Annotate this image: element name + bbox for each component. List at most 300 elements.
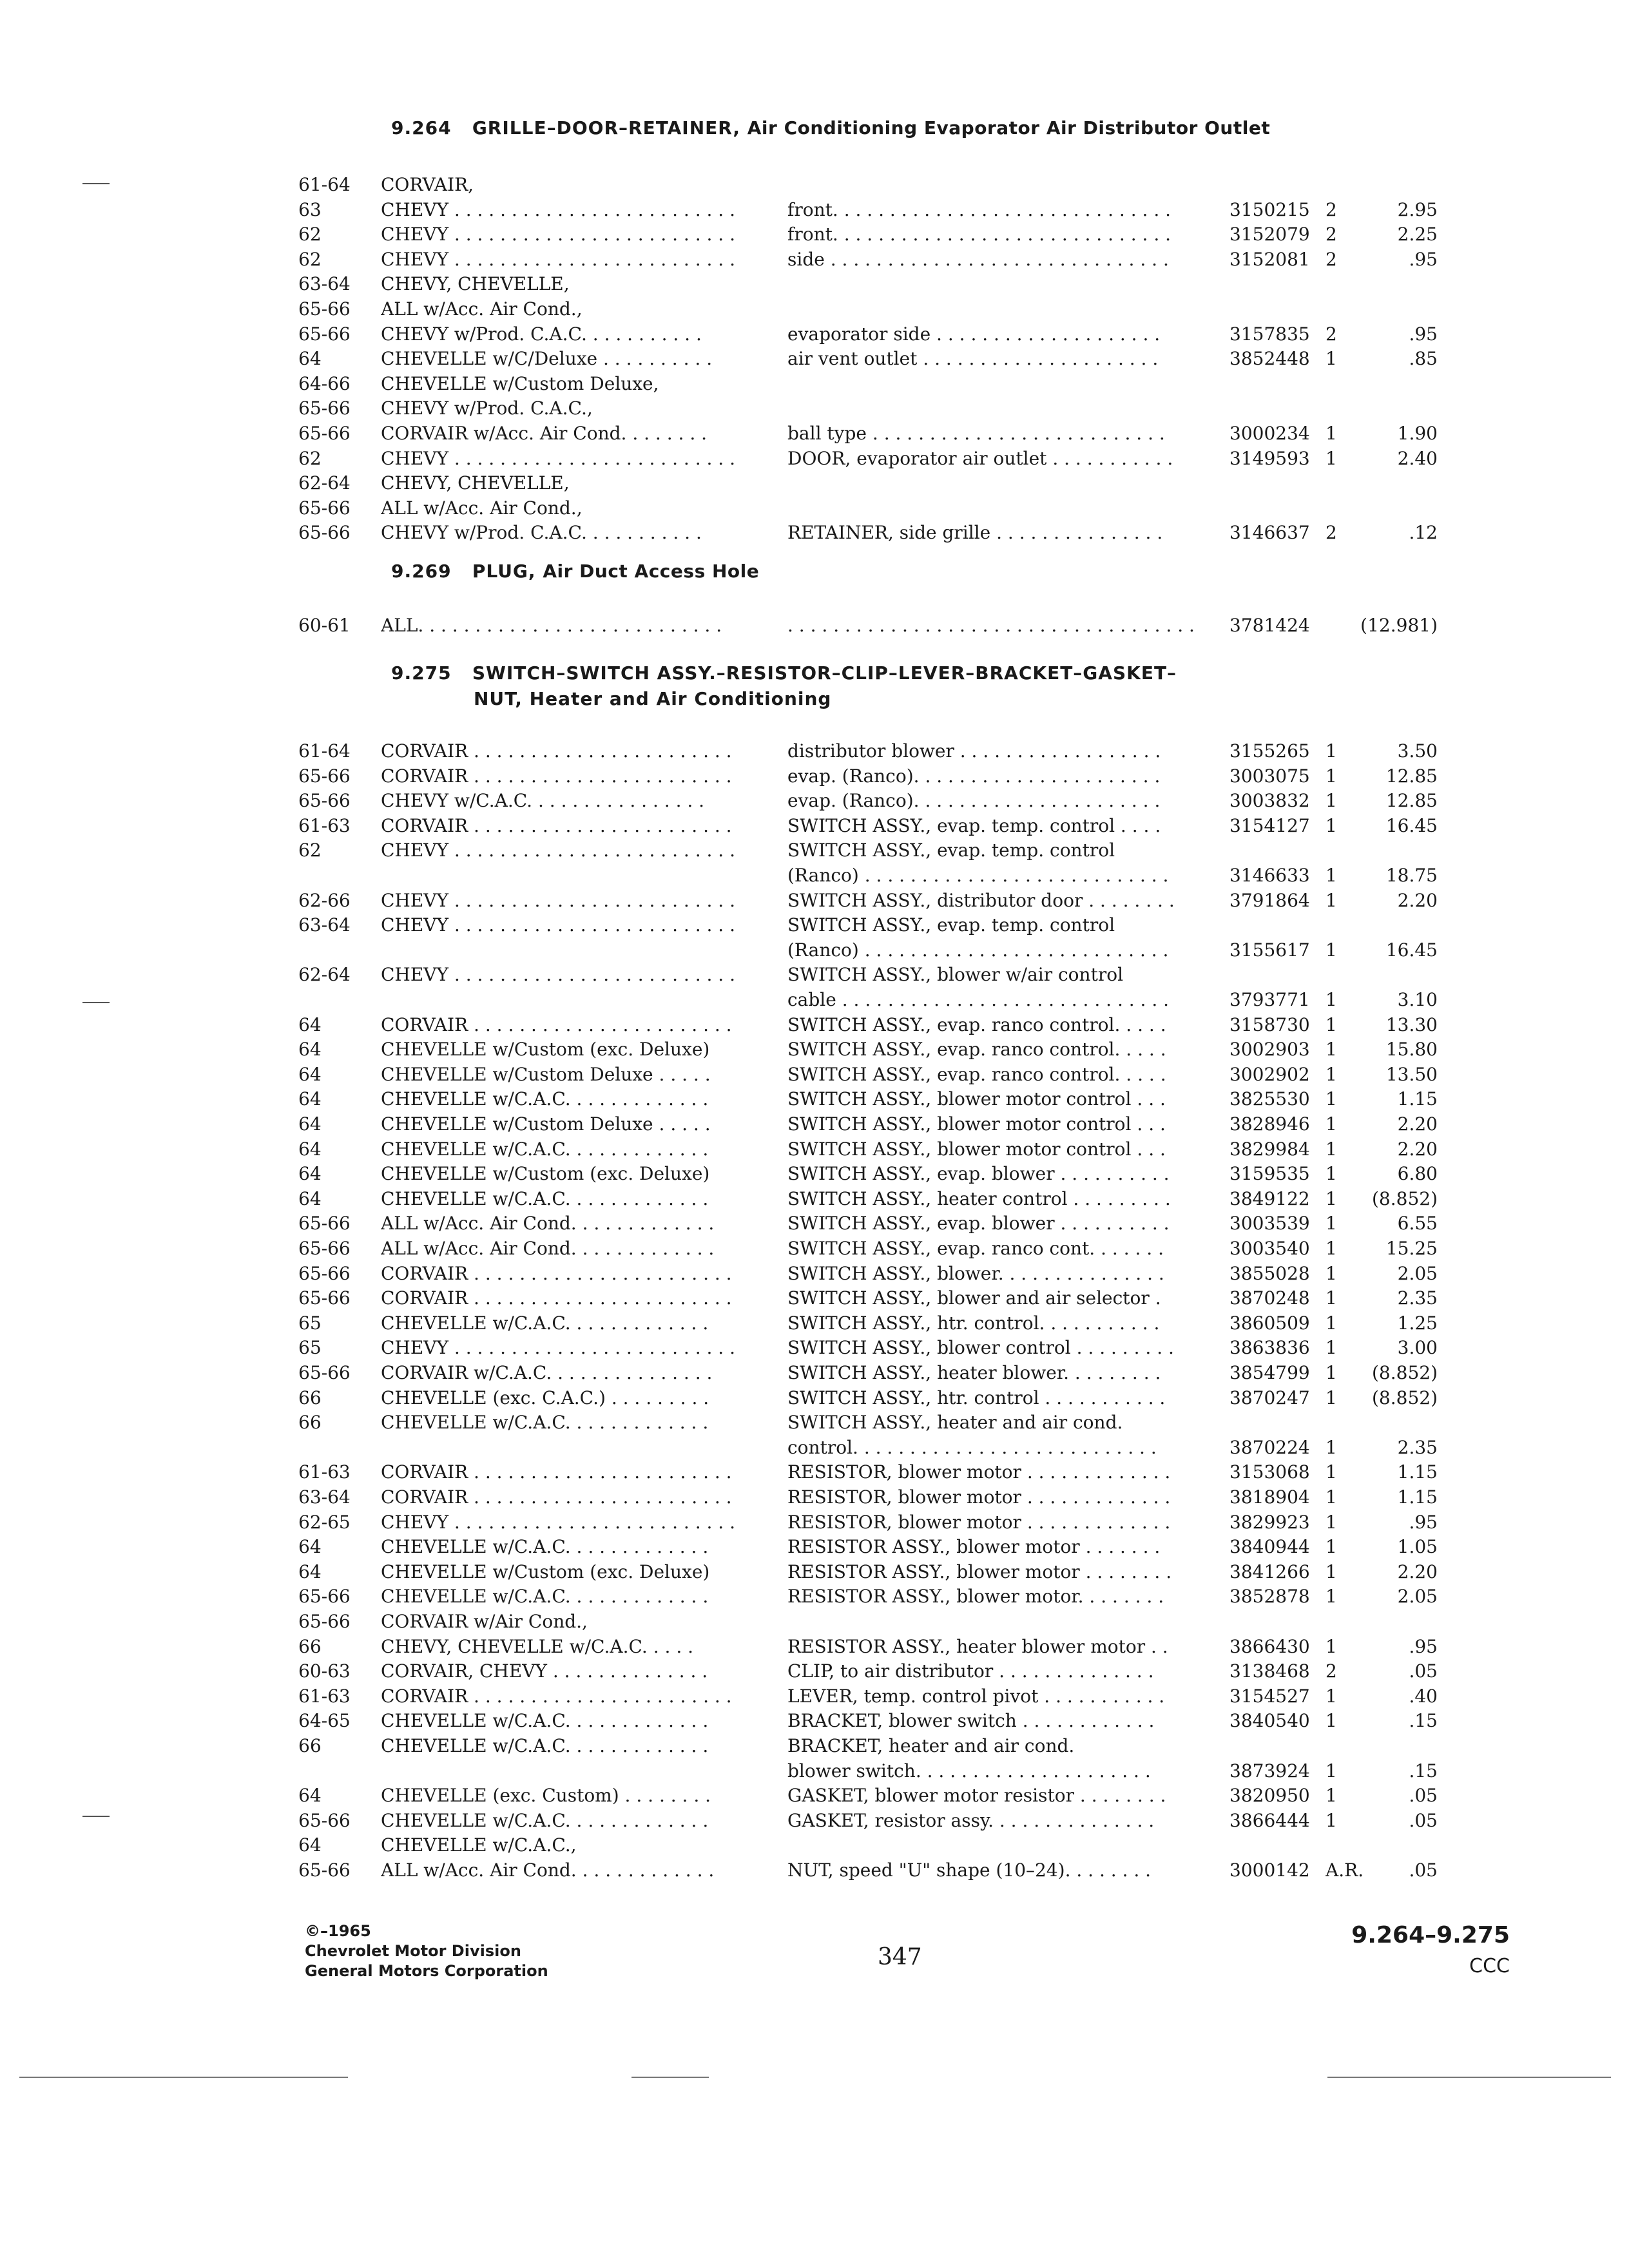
- part-number-cell: 3150215: [1229, 198, 1310, 220]
- model-cell: CHEVY . . . . . . . . . . . . . . . . . . . . . . . . .: [381, 248, 736, 270]
- price-cell: 1.25: [1397, 1312, 1438, 1334]
- table-row: [0, 1560, 1629, 1584]
- table-row: [0, 1386, 1629, 1410]
- price-cell: (8.852): [1371, 1187, 1438, 1209]
- model-cell: CORVAIR . . . . . . . . . . . . . . . . . . . . . . .: [381, 1461, 732, 1483]
- price-cell: 2.95: [1397, 198, 1438, 220]
- description-cell: evap. (Ranco). . . . . . . . . . . . . . . . . . . . . .: [787, 790, 1161, 812]
- model-cell: CHEVY . . . . . . . . . . . . . . . . . . . . . . . . .: [381, 198, 736, 220]
- part-number-cell: 3154527: [1229, 1685, 1310, 1707]
- model-cell: CHEVELLE w/C.A.C. . . . . . . . . . . . .: [381, 1735, 709, 1756]
- quantity-cell: 1: [1325, 1511, 1337, 1533]
- price-cell: .95: [1409, 323, 1438, 345]
- description-cell: RESISTOR, blower motor . . . . . . . . . . . . .: [787, 1511, 1171, 1533]
- model-cell: CHEVELLE w/C.A.C. . . . . . . . . . . . .: [381, 1809, 709, 1831]
- description-cell: SWITCH ASSY., heater and air cond.: [787, 1412, 1123, 1434]
- year-cell: 65-66: [298, 497, 351, 519]
- year-cell: 65-66: [298, 1238, 351, 1259]
- model-cell: CHEVY, CHEVELLE w/C.A.C. . . . .: [381, 1635, 694, 1657]
- year-cell: 65-66: [298, 1611, 351, 1632]
- model-cell: CORVAIR,: [381, 174, 474, 195]
- quantity-cell: 2: [1325, 224, 1337, 245]
- section-subtitle: Heater and Air Conditioning: [529, 688, 832, 709]
- model-cell: CHEVELLE w/C.A.C. . . . . . . . . . . . .: [381, 1138, 709, 1160]
- part-number-cell: 3818904: [1229, 1486, 1310, 1508]
- price-cell: 2.20: [1397, 1561, 1438, 1582]
- corporation-name: General Motors Corporation: [305, 1962, 548, 1980]
- table-row: [0, 1535, 1629, 1559]
- quantity-cell: 1: [1325, 1387, 1337, 1408]
- model-cell: CORVAIR . . . . . . . . . . . . . . . . . . . . . . .: [381, 1486, 732, 1508]
- description-cell: SWITCH ASSY., htr. control. . . . . . . . . . .: [787, 1312, 1160, 1334]
- model-cell: CHEVY, CHEVELLE,: [381, 472, 570, 494]
- price-cell: 15.25: [1385, 1238, 1438, 1259]
- price-cell: .05: [1409, 1860, 1438, 1881]
- part-number-cell: 3000142: [1229, 1860, 1310, 1881]
- quantity-cell: 1: [1325, 1461, 1337, 1483]
- table-row: [0, 471, 1629, 495]
- year-cell: 62-64: [298, 964, 351, 986]
- part-number-cell: 3781424: [1229, 615, 1310, 636]
- table-row: [0, 396, 1629, 421]
- part-number-cell: 3825530: [1229, 1088, 1310, 1110]
- part-number-cell: 3841266: [1229, 1561, 1310, 1582]
- price-cell: 13.50: [1385, 1063, 1438, 1085]
- table-row: [0, 222, 1629, 247]
- price-cell: .85: [1409, 348, 1438, 370]
- table-row: [0, 272, 1629, 296]
- part-number-cell: 3003540: [1229, 1238, 1310, 1259]
- table-row: [0, 521, 1629, 545]
- table-row: [0, 889, 1629, 913]
- quantity-cell: 1: [1325, 1039, 1337, 1061]
- model-cell: CHEVELLE w/C.A.C.,: [381, 1834, 577, 1856]
- description-cell: front. . . . . . . . . . . . . . . . . . . . . . . . . . . . . .: [787, 198, 1171, 220]
- table-row: [0, 1187, 1629, 1211]
- model-cell: CHEVY . . . . . . . . . . . . . . . . . . . . . . . . .: [381, 447, 736, 469]
- quantity-cell: 2: [1325, 1660, 1337, 1682]
- part-number-cell: 3155265: [1229, 740, 1310, 762]
- description-cell: SWITCH ASSY., blower. . . . . . . . . . . . . . .: [787, 1262, 1164, 1284]
- table-row: [0, 1336, 1629, 1360]
- table-row: [0, 814, 1629, 838]
- part-number-cell: 3829923: [1229, 1511, 1310, 1533]
- model-cell: CHEVELLE w/C.A.C. . . . . . . . . . . . .: [381, 1536, 709, 1558]
- section-subtitle: Air Duct Access Hole: [543, 561, 760, 582]
- price-cell: 1.15: [1397, 1088, 1438, 1110]
- description-cell: SWITCH ASSY., blower motor control . . .: [787, 1138, 1166, 1160]
- year-cell: 60-61: [298, 615, 351, 636]
- table-row: [0, 1584, 1629, 1609]
- price-cell: 3.00: [1397, 1337, 1438, 1359]
- price-cell: .12: [1409, 522, 1438, 544]
- price-cell: .05: [1409, 1660, 1438, 1682]
- section-number: 9.264: [391, 117, 452, 139]
- table-row: [0, 1236, 1629, 1261]
- model-cell: CHEVY . . . . . . . . . . . . . . . . . . . . . . . . .: [381, 1511, 736, 1533]
- part-number-cell: 3155617: [1229, 939, 1310, 961]
- year-cell: 61-63: [298, 1461, 351, 1483]
- year-cell: 62: [298, 447, 322, 469]
- price-cell: 1.15: [1397, 1461, 1438, 1483]
- section-number: 9.269: [391, 561, 452, 582]
- part-number-cell: 3840944: [1229, 1536, 1310, 1558]
- year-cell: 62: [298, 248, 322, 270]
- section-heading-9-275: [391, 662, 1177, 684]
- table-row: [0, 173, 1629, 197]
- description-cell: NUT, speed "U" shape (10–24). . . . . . . .: [787, 1860, 1152, 1881]
- quantity-cell: 1: [1325, 1785, 1337, 1807]
- part-number-cell: 3793771: [1229, 989, 1310, 1010]
- year-cell: 64: [298, 1561, 322, 1582]
- description-cell: RESISTOR, blower motor . . . . . . . . . . . . .: [787, 1486, 1171, 1508]
- model-cell: CHEVELLE w/C/Deluxe . . . . . . . . . .: [381, 348, 713, 370]
- year-cell: 65-66: [298, 1586, 351, 1608]
- description-cell: RESISTOR ASSY., blower motor . . . . . . .: [787, 1536, 1161, 1558]
- quantity-cell: 1: [1325, 1312, 1337, 1334]
- year-cell: 63: [298, 198, 322, 220]
- year-cell: 64: [298, 1163, 322, 1185]
- section-title-line2: NUT,: [474, 688, 523, 709]
- model-cell: CHEVY . . . . . . . . . . . . . . . . . . . . . . . . .: [381, 964, 736, 986]
- year-cell: 62-65: [298, 1511, 351, 1533]
- price-cell: 13.30: [1385, 1014, 1438, 1035]
- model-cell: ALL w/Acc. Air Cond.,: [381, 298, 583, 320]
- quantity-cell: 1: [1325, 814, 1337, 836]
- part-number-cell: 3003075: [1229, 765, 1310, 787]
- model-cell: CHEVELLE w/Custom Deluxe . . . . .: [381, 1063, 711, 1085]
- part-number-cell: 3866430: [1229, 1635, 1310, 1657]
- table-row: [0, 938, 1629, 963]
- description-cell: SWITCH ASSY., evap. blower . . . . . . . . . .: [787, 1213, 1170, 1235]
- year-cell: 64: [298, 1014, 322, 1035]
- quantity-cell: 2: [1325, 323, 1337, 345]
- part-number-cell: 3146637: [1229, 522, 1310, 544]
- year-cell: 65-66: [298, 298, 351, 320]
- year-cell: 62: [298, 224, 322, 245]
- description-cell: CLIP, to air distributor . . . . . . . . . . . . . .: [787, 1660, 1154, 1682]
- part-number-cell: 3159535: [1229, 1163, 1310, 1185]
- model-cell: CHEVELLE w/Custom (exc. Deluxe): [381, 1163, 710, 1185]
- model-cell: CORVAIR . . . . . . . . . . . . . . . . . . . . . . .: [381, 1262, 732, 1284]
- model-cell: CHEVY w/Prod. C.A.C.,: [381, 398, 593, 419]
- model-cell: CHEVELLE w/C.A.C. . . . . . . . . . . . .: [381, 1187, 709, 1209]
- quantity-cell: 1: [1325, 1238, 1337, 1259]
- price-cell: 16.45: [1385, 814, 1438, 836]
- model-cell: CHEVELLE w/Custom (exc. Deluxe): [381, 1039, 710, 1061]
- table-row: [0, 1635, 1629, 1659]
- description-cell: SWITCH ASSY., distributor door . . . . . . . .: [787, 889, 1175, 911]
- part-number-cell: 3855028: [1229, 1262, 1310, 1284]
- quantity-cell: 1: [1325, 1561, 1337, 1582]
- description-cell: SWITCH ASSY., evap. temp. control: [787, 840, 1115, 861]
- year-cell: 65-66: [298, 323, 351, 345]
- table-row: [0, 1112, 1629, 1137]
- part-number-cell: 3828946: [1229, 1113, 1310, 1135]
- price-cell: 2.05: [1397, 1262, 1438, 1284]
- quantity-cell: 1: [1325, 423, 1337, 444]
- table-row: [0, 247, 1629, 272]
- part-number-cell: 3863836: [1229, 1337, 1310, 1359]
- year-cell: 64: [298, 1785, 322, 1807]
- price-cell: 2.20: [1397, 1113, 1438, 1135]
- bottom-rule: [1327, 2077, 1611, 2078]
- description-cell: evaporator side . . . . . . . . . . . . . . . . . . . .: [787, 323, 1161, 345]
- section-heading-9-269: [391, 561, 759, 582]
- year-cell: 64: [298, 1536, 322, 1558]
- price-cell: 6.55: [1397, 1213, 1438, 1235]
- copyright: ©–1965: [305, 1922, 371, 1940]
- price-cell: 2.40: [1397, 447, 1438, 469]
- table-row: [0, 198, 1629, 222]
- price-cell: .05: [1409, 1809, 1438, 1831]
- table-row: [0, 863, 1629, 888]
- part-number-cell: 3852448: [1229, 348, 1310, 370]
- year-cell: 66: [298, 1412, 322, 1434]
- margin-mark: [82, 1002, 110, 1003]
- table-row: [0, 1510, 1629, 1535]
- section-title: GRILLE–DOOR–RETAINER,: [472, 117, 740, 139]
- table-row: [0, 1858, 1629, 1883]
- quantity-cell: 2: [1325, 522, 1337, 544]
- table-row: [0, 447, 1629, 471]
- table-row: [0, 1659, 1629, 1684]
- table-row: [0, 1211, 1629, 1236]
- price-cell: .15: [1409, 1760, 1438, 1782]
- quantity-cell: 1: [1325, 1262, 1337, 1284]
- margin-mark: [82, 183, 110, 184]
- quantity-cell: 1: [1325, 790, 1337, 812]
- part-number-cell: 3870248: [1229, 1287, 1310, 1309]
- description-cell: BRACKET, blower switch . . . . . . . . . . . .: [787, 1710, 1155, 1732]
- table-row: [0, 1037, 1629, 1062]
- price-cell: 1.90: [1397, 423, 1438, 444]
- table-row: [0, 1013, 1629, 1037]
- part-number-cell: 3002903: [1229, 1039, 1310, 1061]
- table-row: [0, 496, 1629, 521]
- price-cell: .95: [1409, 248, 1438, 270]
- model-cell: CORVAIR . . . . . . . . . . . . . . . . . . . . . . .: [381, 1287, 732, 1309]
- model-cell: CHEVY . . . . . . . . . . . . . . . . . . . . . . . . .: [381, 840, 736, 861]
- table-row: [0, 297, 1629, 322]
- quantity-cell: 1: [1325, 1486, 1337, 1508]
- description-cell: (Ranco) . . . . . . . . . . . . . . . . . . . . . . . . . . .: [787, 939, 1169, 961]
- price-cell: .95: [1409, 1635, 1438, 1657]
- price-cell: 6.80: [1397, 1163, 1438, 1185]
- table-row: [0, 1137, 1629, 1162]
- description-cell: DOOR, evaporator air outlet . . . . . . . . . . .: [787, 447, 1173, 469]
- table-row: [0, 1361, 1629, 1385]
- table-row: [0, 739, 1629, 764]
- year-cell: 65-66: [298, 522, 351, 544]
- year-cell: 65-66: [298, 398, 351, 419]
- section-subtitle: Air Conditioning Evaporator Air Distributor Outlet: [747, 117, 1271, 139]
- year-cell: 64: [298, 1039, 322, 1061]
- model-cell: ALL w/Acc. Air Cond.,: [381, 497, 583, 519]
- part-number-cell: 3154127: [1229, 814, 1310, 836]
- section-title: PLUG,: [472, 561, 536, 582]
- part-number-cell: 3829984: [1229, 1138, 1310, 1160]
- price-cell: (8.852): [1371, 1387, 1438, 1408]
- description-cell: SWITCH ASSY., blower motor control . . .: [787, 1113, 1166, 1135]
- quantity-cell: 1: [1325, 1536, 1337, 1558]
- year-cell: 65-66: [298, 765, 351, 787]
- part-number-cell: 3149593: [1229, 447, 1310, 469]
- description-cell: SWITCH ASSY., evap. temp. control . . . .: [787, 814, 1161, 836]
- model-cell: CHEVELLE w/C.A.C. . . . . . . . . . . . .: [381, 1710, 709, 1732]
- model-cell: CHEVELLE w/C.A.C. . . . . . . . . . . . .: [381, 1312, 709, 1334]
- year-cell: 61-64: [298, 174, 351, 195]
- description-cell: cable . . . . . . . . . . . . . . . . . . . . . . . . . . . . .: [787, 989, 1170, 1010]
- footer-publisher: [305, 1921, 548, 1981]
- description-cell: front. . . . . . . . . . . . . . . . . . . . . . . . . . . . . .: [787, 224, 1171, 245]
- price-cell: 12.85: [1385, 765, 1438, 787]
- part-number-cell: 3791864: [1229, 889, 1310, 911]
- year-cell: 62-66: [298, 889, 351, 911]
- description-cell: SWITCH ASSY., evap. ranco control. . . . .: [787, 1014, 1166, 1035]
- section-range: 9.264–9.275: [1351, 1922, 1510, 1948]
- part-number-cell: 3002902: [1229, 1063, 1310, 1085]
- price-cell: 2.05: [1397, 1586, 1438, 1608]
- description-cell: LEVER, temp. control pivot . . . . . . . . . . .: [787, 1685, 1165, 1707]
- description-cell: control. . . . . . . . . . . . . . . . . . . . . . . . . . .: [787, 1436, 1157, 1458]
- description-cell: SWITCH ASSY., evap. blower . . . . . . . . . .: [787, 1163, 1170, 1185]
- year-cell: 64: [298, 1834, 322, 1856]
- footer-section-info: [1351, 1920, 1510, 1982]
- price-cell: 1.05: [1397, 1536, 1438, 1558]
- table-row: [0, 1684, 1629, 1709]
- table-row: [0, 838, 1629, 863]
- quantity-cell: 1: [1325, 1063, 1337, 1085]
- description-cell: ball type . . . . . . . . . . . . . . . . . . . . . . . . . .: [787, 423, 1165, 444]
- part-number-cell: 3852878: [1229, 1586, 1310, 1608]
- table-row: [0, 913, 1629, 937]
- description-cell: SWITCH ASSY., evap. temp. control: [787, 914, 1115, 936]
- table-row: [0, 347, 1629, 371]
- description-cell: SWITCH ASSY., blower w/air control: [787, 964, 1124, 986]
- model-cell: ALL w/Acc. Air Cond. . . . . . . . . . . . .: [381, 1238, 715, 1259]
- table-row: [0, 1833, 1629, 1858]
- year-cell: 65-66: [298, 1362, 351, 1383]
- part-number-cell: 3003539: [1229, 1213, 1310, 1235]
- quantity-cell: 1: [1325, 939, 1337, 961]
- section-heading-9-264: [391, 117, 1270, 139]
- quantity-cell: 1: [1325, 740, 1337, 762]
- model-cell: CHEVY . . . . . . . . . . . . . . . . . . . . . . . . .: [381, 224, 736, 245]
- quantity-cell: 1: [1325, 989, 1337, 1010]
- description-cell: RESISTOR ASSY., blower motor. . . . . . . .: [787, 1586, 1164, 1608]
- year-cell: 64-66: [298, 372, 351, 394]
- description-cell: SWITCH ASSY., heater control . . . . . . . . .: [787, 1187, 1171, 1209]
- part-number-cell: 3000234: [1229, 423, 1310, 444]
- quantity-cell: 1: [1325, 1685, 1337, 1707]
- part-number-cell: 3146633: [1229, 865, 1310, 886]
- price-cell: (12.981): [1360, 615, 1438, 636]
- description-cell: distributor blower . . . . . . . . . . . . . . . . . .: [787, 740, 1161, 762]
- description-cell: evap. (Ranco). . . . . . . . . . . . . . . . . . . . . .: [787, 765, 1161, 787]
- table-row: [0, 1410, 1629, 1435]
- part-number-cell: 3153068: [1229, 1461, 1310, 1483]
- year-cell: 65-66: [298, 423, 351, 444]
- model-cell: CORVAIR . . . . . . . . . . . . . . . . . . . . . . .: [381, 1685, 732, 1707]
- table-row: [0, 764, 1629, 789]
- table-row: [0, 988, 1629, 1012]
- model-cell: CORVAIR, CHEVY . . . . . . . . . . . . . .: [381, 1660, 708, 1682]
- table-row: [0, 1311, 1629, 1336]
- quantity-cell: 1: [1325, 1014, 1337, 1035]
- part-number-cell: 3870224: [1229, 1436, 1310, 1458]
- model-cell: ALL. . . . . . . . . . . . . . . . . . . . . . . . . . .: [381, 615, 722, 636]
- price-cell: .40: [1409, 1685, 1438, 1707]
- part-number-cell: 3138468: [1229, 1660, 1310, 1682]
- price-cell: 15.80: [1385, 1039, 1438, 1061]
- price-cell: 3.10: [1397, 989, 1438, 1010]
- model-cell: CORVAIR w/Air Cond.,: [381, 1611, 588, 1632]
- quantity-cell: 1: [1325, 1113, 1337, 1135]
- margin-mark: [82, 1816, 110, 1817]
- table-row: [0, 1286, 1629, 1311]
- description-cell: (Ranco) . . . . . . . . . . . . . . . . . . . . . . . . . . .: [787, 865, 1169, 886]
- model-cell: CHEVY w/C.A.C. . . . . . . . . . . . . . . .: [381, 790, 705, 812]
- description-cell: SWITCH ASSY., htr. control . . . . . . . . . . .: [787, 1387, 1166, 1408]
- table-row: [0, 322, 1629, 347]
- part-number-cell: 3152079: [1229, 224, 1310, 245]
- table-row: [0, 1262, 1629, 1286]
- quantity-cell: 2: [1325, 198, 1337, 220]
- model-cell: CHEVY . . . . . . . . . . . . . . . . . . . . . . . . .: [381, 889, 736, 911]
- quantity-cell: 1: [1325, 1436, 1337, 1458]
- quantity-cell: 1: [1325, 1138, 1337, 1160]
- year-cell: 61-63: [298, 814, 351, 836]
- year-cell: 66: [298, 1387, 322, 1408]
- section-title: SWITCH–SWITCH ASSY.–RESISTOR–CLIP–LEVER–BRACKET–GASKET–: [472, 662, 1177, 684]
- year-cell: 60-63: [298, 1660, 351, 1682]
- description-cell: blower switch. . . . . . . . . . . . . . . . . . . . .: [787, 1760, 1151, 1782]
- model-cell: CORVAIR . . . . . . . . . . . . . . . . . . . . . . .: [381, 765, 732, 787]
- price-cell: 2.35: [1397, 1287, 1438, 1309]
- table-row: [0, 1759, 1629, 1783]
- section-number: 9.275: [391, 662, 452, 684]
- model-cell: CORVAIR . . . . . . . . . . . . . . . . . . . . . . .: [381, 1014, 732, 1035]
- year-cell: 61-63: [298, 1685, 351, 1707]
- quantity-cell: 1: [1325, 1809, 1337, 1831]
- year-cell: 63-64: [298, 1486, 351, 1508]
- table-row: [0, 372, 1629, 396]
- bottom-rule: [631, 2077, 709, 2078]
- description-cell: SWITCH ASSY., evap. ranco cont. . . . . . .: [787, 1238, 1164, 1259]
- quantity-cell: 1: [1325, 1337, 1337, 1359]
- part-number-cell: 3870247: [1229, 1387, 1310, 1408]
- quantity-cell: 1: [1325, 447, 1337, 469]
- division-name: Chevrolet Motor Division: [305, 1942, 521, 1960]
- quantity-cell: 1: [1325, 1213, 1337, 1235]
- description-cell: SWITCH ASSY., blower and air selector .: [787, 1287, 1161, 1309]
- part-number-cell: 3820950: [1229, 1785, 1310, 1807]
- description-cell: SWITCH ASSY., blower motor control . . .: [787, 1088, 1166, 1110]
- catalog-code: CCC: [1469, 1955, 1510, 1977]
- quantity-cell: 1: [1325, 1635, 1337, 1657]
- price-cell: 2.20: [1397, 889, 1438, 911]
- description-cell: SWITCH ASSY., heater blower. . . . . . . . .: [787, 1362, 1161, 1383]
- quantity-cell: 2: [1325, 248, 1337, 270]
- description-cell: RESISTOR ASSY., blower motor . . . . . . . .: [787, 1561, 1172, 1582]
- model-cell: CHEVELLE w/Custom (exc. Deluxe): [381, 1561, 710, 1582]
- part-number-cell: 3854799: [1229, 1362, 1310, 1383]
- table-row: [0, 613, 1629, 638]
- part-number-cell: 3860509: [1229, 1312, 1310, 1334]
- model-cell: CHEVELLE (exc. Custom) . . . . . . . .: [381, 1785, 711, 1807]
- price-cell: 2.25: [1397, 224, 1438, 245]
